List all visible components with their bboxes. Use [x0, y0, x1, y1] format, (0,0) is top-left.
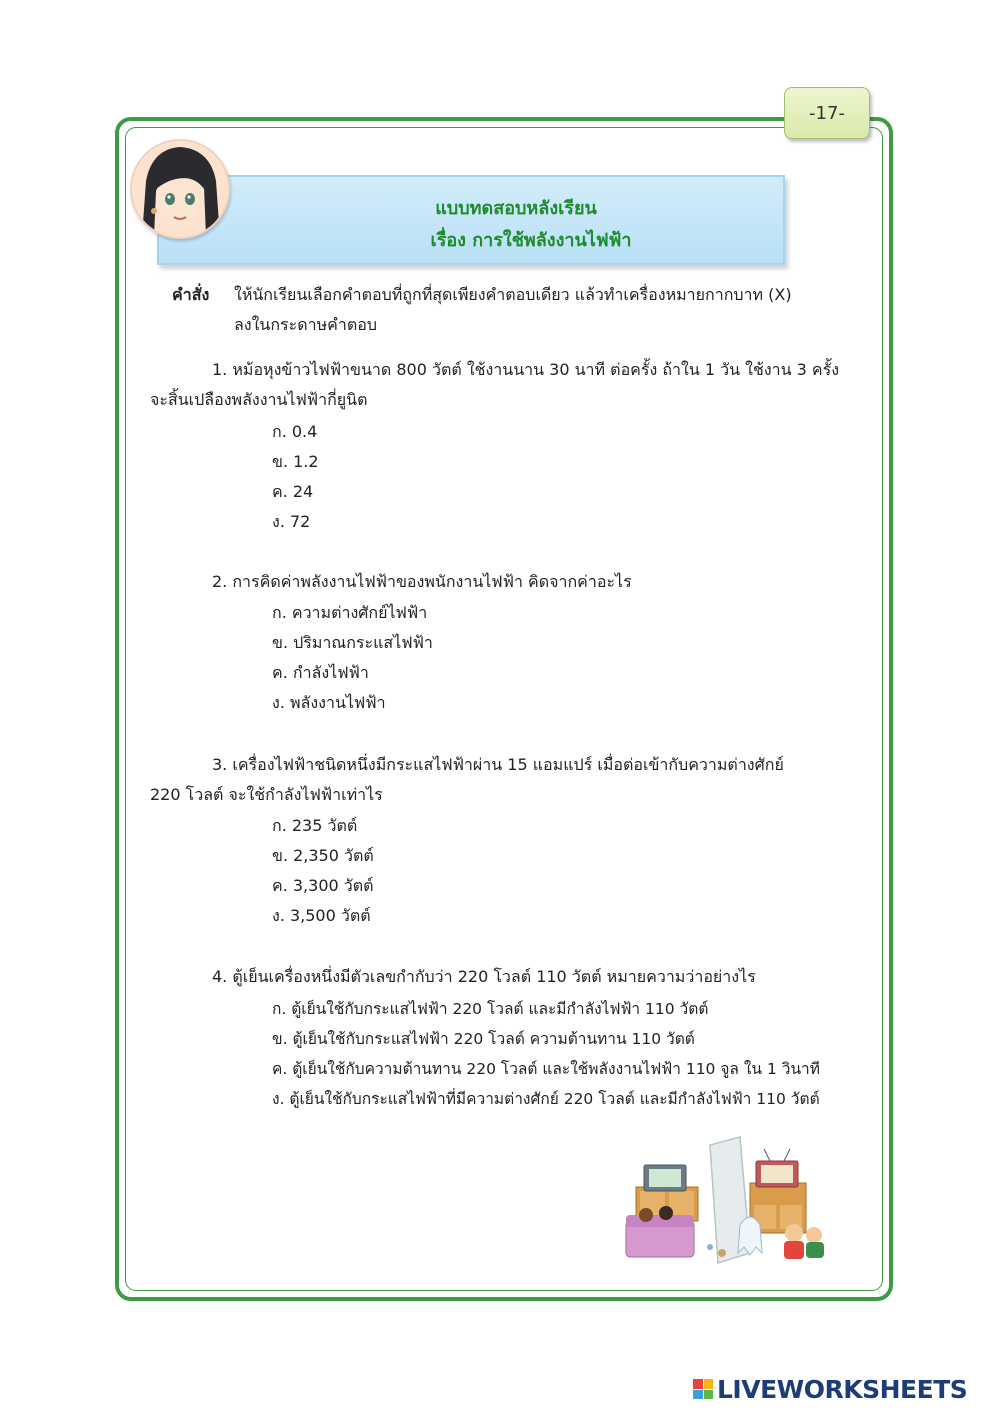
page-number: -17- [809, 102, 845, 124]
question-1-option-a[interactable]: ก. 0.4 [272, 422, 318, 441]
question-2-option-b[interactable]: ข. ปริมาณกระแสไฟฟ้า [272, 633, 433, 652]
title-box [157, 175, 785, 265]
question-3-option-c[interactable]: ค. 3,300 วัตต์ [272, 876, 374, 895]
question-2-option-c[interactable]: ค. กำลังไฟฟ้า [272, 663, 369, 682]
instruction-label: คำสั่ง [172, 285, 210, 304]
question-1-text-cont: จะสิ้นเปลืองพลังงานไฟฟ้ากี่ยูนิต [150, 390, 368, 409]
question-2-option-d[interactable]: ง. พลังงานไฟฟ้า [272, 693, 386, 712]
question-3-option-a[interactable]: ก. 235 วัตต์ [272, 816, 358, 835]
liveworksheets-logo-icon [693, 1379, 713, 1399]
instruction-text-line-2: ลงในกระดาษคำตอบ [234, 315, 378, 334]
title-line-2: เรื่อง การใช้พลังงานไฟฟ้า [430, 230, 632, 251]
title-line-1: แบบทดสอบหลังเรียน [435, 198, 597, 219]
watermark-text: LIVEWORKSHEETS [717, 1374, 968, 1404]
question-4-option-d[interactable]: ง. ตู้เย็นใช้กับกระแสไฟฟ้าที่มีความต่างศักย์ 220 โวลต์ และมีกำลังไฟฟ้า 110 วัตต์ [272, 1090, 820, 1108]
question-3-option-b[interactable]: ข. 2,350 วัตต์ [272, 846, 374, 865]
question-4-text: 4. ตู้เย็นเครื่องหนึ่งมีตัวเลขกำกับว่า 220 โวลต์ 110 วัตต์ หมายความว่าอย่างไร [212, 967, 756, 986]
question-4-option-c[interactable]: ค. ตู้เย็นใช้กับความต้านทาน 220 โวลต์ และใช้พลังงานไฟฟ้า 110 จูล ใน 1 วินาที [272, 1060, 820, 1078]
question-1-text: 1. หม้อหุงข้าวไฟฟ้าขนาด 800 วัตต์ ใช้งานนาน 30 นาที ต่อครั้ง ถ้าใน 1 วัน ใช้งาน 3 ครั้ง [212, 360, 840, 379]
question-4-option-a[interactable]: ก. ตู้เย็นใช้กับกระแสไฟฟ้า 220 โวลต์ และมีกำลังไฟฟ้า 110 วัตต์ [272, 1000, 709, 1018]
question-2-text: 2. การคิดค่าพลังงานไฟฟ้าของพนักงานไฟฟ้า คิดจากค่าอะไร [212, 572, 632, 591]
tv-family-illustration [622, 1135, 832, 1275]
instruction-text-line-1: ให้นักเรียนเลือกคำตอบที่ถูกที่สุดเพียงคำตอบเดียว แล้วทำเครื่องหมายกากบาท (X) [234, 285, 792, 304]
question-1-option-c[interactable]: ค. 24 [272, 482, 314, 501]
question-4-option-b[interactable]: ข. ตู้เย็นใช้กับกระแสไฟฟ้า 220 โวลต์ ความต้านทาน 110 วัตต์ [272, 1030, 695, 1048]
girl-avatar-illustration [130, 139, 230, 239]
question-1-option-d[interactable]: ง. 72 [272, 512, 311, 531]
question-3-text-cont: 220 โวลต์ จะใช้กำลังไฟฟ้าเท่าไร [150, 785, 383, 804]
question-3-text: 3. เครื่องไฟฟ้าชนิดหนึ่งมีกระแสไฟฟ้าผ่าน 15 แอมแปร์ เมื่อต่อเข้ากับความต่างศักย์ [212, 755, 784, 774]
question-3-option-d[interactable]: ง. 3,500 วัตต์ [272, 906, 371, 925]
page-number-tab [784, 87, 870, 139]
question-1-option-b[interactable]: ข. 1.2 [272, 452, 319, 471]
question-2-option-a[interactable]: ก. ความต่างศักย์ไฟฟ้า [272, 603, 428, 622]
liveworksheets-watermark [693, 1374, 967, 1404]
